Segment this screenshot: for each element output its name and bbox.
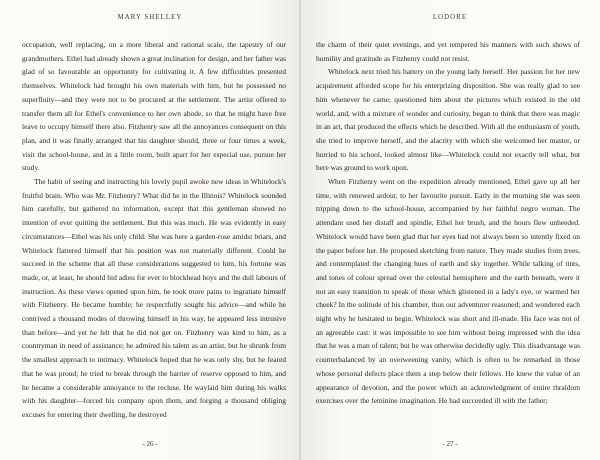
page-number: - 27 - <box>442 440 458 448</box>
paragraph: the charm of their quiet evenings, and yet tempered his manners with such shows of humility and gratitude as Fitzhenry could not resist. <box>316 40 580 63</box>
book-gutter <box>299 0 301 460</box>
paragraph: Whitelock next tried his battery on the young lady herself. Her passion for her new acquirement afforded scope for his enterprizing disposition. She was really glad to see him whenever he came; questioned him about the pictures which existed in the old world, and, with a mixture of wonder and curiosity, began to think that there was magic in an art, that produced the effects which he described. With all the enthusiasm of youth, she tried to improve herself, and the alacrity with which she welcomed her master, or hurried to his school, looked almost like—Whitelock could not exactly tell what, but here was ground to work upon. <box>316 67 580 173</box>
right-page <box>300 0 600 460</box>
paragraph: The habit of seeing and instructing his lovely pupil awoke new ideas in Whitelock's fruitful brain. Who was Mr. Fitzhenry? What did he in the Illinois? Whitelock sounded him carefully, but gathered no information, except that this gentleman showed no intention of ever quitting the settlement. But this was much. He was evidently in easy circumstances—Ethel was his only child. She was here a garden-rose amidst briars, and Whitelock flattered himself that his position was not materially different. Could he succeed in the scheme that all these considerations suggested to him, his fortune was made, or, at least, he should bid adieu for ever to blockhead boys and the dull labours of instruction. As these views opened upon him, he took more pains to ingratiate himself with Fitzhenry. He became humble; he respectfully sought his advice—and while he contrived a thousand modes of throwing himself in his way, he appeared less intrusive than before—and yet he felt that he did not get on. Fitzhenry was kind to him, as a countryman in need of assistance; he admired his talent as an artist, but he shrunk from the smallest approach to intimacy. Whitelock hoped that he was only shy, but he feared that he was proud; he tried to break through the barrier of reserve opposed to him, and he became a considerable annoyance to the recluse. He waylaid him during his walks with his daughter—forced his company upon them, and forging a thousand obliging excuses for entering their dwelling, he destroyed <box>22 177 286 419</box>
page-number: - 26 - <box>142 440 158 448</box>
right-page-body <box>316 38 580 408</box>
left-page-body <box>22 38 286 422</box>
paragraph: occupation, well replacing, on a more liberal and rational scale, the tapestry of our grandmothers. Ethel had already shown a great inclination for design, and her father was glad of so favourable an opportunity for cultivating it. A few difficulties presented themselves. Whitelock had brought his own materials with him, but he possessed no superfluity—and they were not to be procured at the settlement. The artist offered to transfer them all for Ethel's convenience to her own abode, so that he might have free leave to occupy himself there also. Fitzhenry saw all the annoyances consequent on this plan, and it was finally arranged that his daughter should, three or four times a week, visit the school-house, and in a little room, built apart for her especial use, pursue her study. <box>22 40 286 173</box>
paragraph: When Fitzhenry went on the expedition already mentioned, Ethel gave up all her time, with renewed ardour, to her favourite pursuit. Early in the morning she was seen tripping down to the school-house, accompanied by her faithful negro woman. The attendant used her distaff and spindle, Ethel her brush, and the hours flew unheeded. Whitelock would have been glad that her eyes had not always been so intently fixed on the paper before her. He proposed sketching from nature. They made studies from trees, and contemplated the changing hues of earth and sky together. While talking of tints, and tones of colour spread over the celestial hemisphere and the earth beneath, were it not an easy transition to speak of those which glistened in a lady's eye, or warmed her cheek? In the solitude of his chamber, thus our adventurer reasoned; and wondered each night why he hesitated to begin. Whitelock was short and ill-made. His face was not of an agreeable cast: it was impossible to see him without being impressed with the idea that he was a man of talent; but he was otherwise decidedly ugly. This disadvantage was counterbalanced by an overweening vanity, which is often to be remarked in those whose personal defects place them a step below their fellows. He knew the value of an appearance of devotion, and the power which an acknowledgment of entire thraldom exercises over the feminine imagination. He had succeeded ill with the father; <box>316 177 580 406</box>
running-head-title: LODORE <box>432 14 468 21</box>
running-head-author: MARY SHELLEY <box>117 14 183 21</box>
